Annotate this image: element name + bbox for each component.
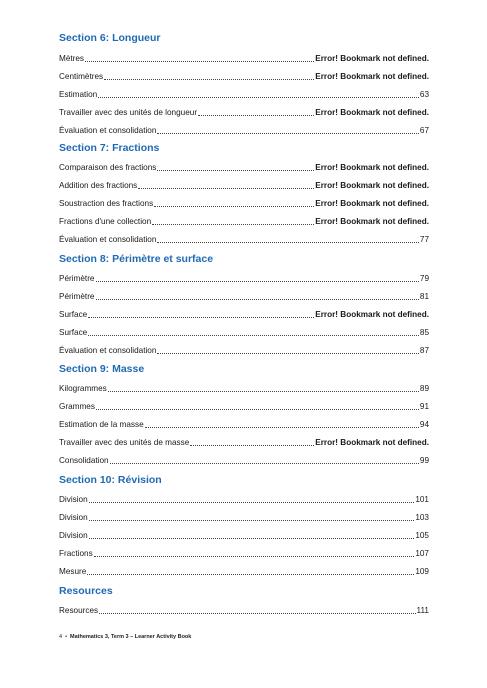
toc-entry-page: 103	[415, 513, 429, 522]
toc-entry[interactable]	[59, 530, 429, 541]
section-heading-9: Section 9: Masse	[59, 363, 145, 375]
toc-entry-page: 105	[415, 531, 429, 540]
toc-entry[interactable]	[59, 566, 429, 577]
toc-entry-page: 94	[419, 420, 429, 429]
dot-leader	[152, 217, 314, 225]
toc-entry-label: Évaluation et consolidation	[59, 235, 157, 244]
toc-entry-label: Évaluation et consolidation	[59, 346, 157, 355]
toc-entry-page: 67	[419, 126, 429, 135]
toc-entry-error: Error! Bookmark not defined.	[315, 72, 429, 81]
toc-entry[interactable]	[59, 455, 429, 466]
toc-entry-page: 107	[415, 549, 429, 558]
dot-leader	[157, 235, 418, 243]
toc-entry-page: 87	[419, 346, 429, 355]
dot-leader	[157, 346, 418, 354]
toc-entry-label: Mètres	[59, 54, 85, 63]
toc-entry-page: 109	[415, 567, 429, 576]
dot-leader	[88, 310, 314, 318]
section-heading-10: Section 10: Révision	[59, 474, 162, 486]
dot-leader	[99, 606, 415, 614]
toc-entry-error: Error! Bookmark not defined.	[315, 163, 429, 172]
toc-entry-page: 89	[419, 384, 429, 393]
toc-entry[interactable]	[59, 419, 429, 430]
toc-entry-label: Périmètre	[59, 274, 95, 283]
toc-entry-page: 111	[416, 606, 429, 615]
toc-entry-label: Resources	[59, 606, 99, 615]
dot-leader	[108, 384, 419, 392]
toc-entry[interactable]	[59, 605, 429, 616]
toc-entry-label: Évaluation et consolidation	[59, 126, 157, 135]
toc-entry-page: 99	[419, 456, 429, 465]
toc-entry[interactable]	[59, 291, 429, 302]
toc-entry[interactable]	[59, 273, 429, 284]
toc-entry-error: Error! Bookmark not defined.	[315, 438, 429, 447]
toc-entry[interactable]	[59, 548, 429, 559]
toc-entry-error: Error! Bookmark not defined.	[315, 54, 429, 63]
dot-leader	[96, 274, 419, 282]
dot-leader	[154, 199, 314, 207]
dot-leader	[157, 126, 418, 134]
dot-leader	[96, 292, 419, 300]
toc-entry-label: Fractions d'une collection	[59, 217, 152, 226]
toc-entry-page: 77	[419, 235, 429, 244]
toc-entry[interactable]	[59, 216, 429, 227]
footer-page-number: 4	[59, 634, 63, 640]
toc-entry-label: Estimation de la masse	[59, 420, 144, 429]
toc-entry[interactable]	[59, 107, 429, 118]
section-heading-resources: Resources	[59, 585, 113, 597]
toc-entry[interactable]	[59, 125, 429, 136]
toc-entry-page: 85	[419, 328, 429, 337]
toc-entry-label: Estimation	[59, 90, 98, 99]
toc-entry[interactable]	[59, 309, 429, 320]
toc-entry[interactable]	[59, 89, 429, 100]
dot-leader	[94, 549, 415, 557]
toc-entry-error: Error! Bookmark not defined.	[315, 199, 429, 208]
toc-entry-label: Kilogrammes	[59, 384, 107, 393]
toc-entry-label: Consolidation	[59, 456, 109, 465]
section-heading-7: Section 7: Fractions	[59, 142, 160, 154]
toc-entry[interactable]	[59, 494, 429, 505]
dot-leader	[157, 163, 314, 171]
dot-leader	[138, 181, 314, 189]
dot-leader	[89, 531, 415, 539]
dot-leader	[88, 328, 419, 336]
dot-leader	[96, 402, 419, 410]
toc-entry-label: Surface	[59, 328, 88, 337]
dot-leader	[145, 420, 419, 428]
toc-entry-label: Centimètres	[59, 72, 104, 81]
dot-leader	[87, 567, 414, 575]
page-footer	[59, 634, 191, 640]
dot-leader	[89, 513, 415, 521]
dot-leader	[110, 456, 419, 464]
toc-entry[interactable]	[59, 512, 429, 523]
toc-entry-label: Division	[59, 495, 88, 504]
toc-entry[interactable]	[59, 234, 429, 245]
section-heading-6: Section 6: Longueur	[59, 32, 161, 44]
toc-entry-error: Error! Bookmark not defined.	[315, 310, 429, 319]
dot-leader	[85, 54, 314, 62]
toc-entry-label: Fractions	[59, 549, 93, 558]
toc-entry-label: Soustraction des fractions	[59, 199, 154, 208]
toc-entry-page: 79	[419, 274, 429, 283]
toc-entry-page: 91	[419, 402, 429, 411]
toc-entry-label: Comparaison des fractions	[59, 163, 157, 172]
dot-leader	[198, 108, 314, 116]
toc-entry-label: Travailler avec des unités de masse	[59, 438, 190, 447]
toc-entry-label: Surface	[59, 310, 88, 319]
dot-leader	[98, 90, 419, 98]
section-heading-8: Section 8: Périmètre et surface	[59, 253, 214, 265]
toc-entry-error: Error! Bookmark not defined.	[315, 217, 429, 226]
toc-entry-page: 63	[419, 90, 429, 99]
toc-entry[interactable]	[59, 180, 429, 191]
dot-leader	[89, 495, 415, 503]
toc-entry[interactable]	[59, 437, 429, 448]
toc-entry-error: Error! Bookmark not defined.	[315, 181, 429, 190]
dot-leader	[104, 72, 314, 80]
toc-entry[interactable]	[59, 162, 429, 173]
footer-separator: •	[65, 634, 67, 640]
toc-entry[interactable]	[59, 383, 429, 394]
toc-entry[interactable]	[59, 198, 429, 209]
toc-entry-page: 101	[415, 495, 429, 504]
toc-entry-label: Grammes	[59, 402, 95, 411]
toc-entry-page: 81	[419, 292, 429, 301]
toc-entry-error: Error! Bookmark not defined.	[315, 108, 429, 117]
toc-entry-label: Périmètre	[59, 292, 95, 301]
toc-entry[interactable]	[59, 345, 429, 356]
toc-entry[interactable]	[59, 327, 429, 338]
toc-entry-label: Division	[59, 531, 88, 540]
toc-entry[interactable]	[59, 71, 429, 82]
toc-entry[interactable]	[59, 401, 429, 412]
toc-entry-label: Division	[59, 513, 88, 522]
dot-leader	[190, 438, 314, 446]
footer-book-title: Mathematics 3, Term 3 – Learner Activity Book	[70, 634, 192, 640]
toc-entry[interactable]	[59, 53, 429, 64]
toc-entry-label: Travailler avec des unités de longueur	[59, 108, 198, 117]
toc-entry-label: Addition des fractions	[59, 181, 138, 190]
toc-entry-label: Mesure	[59, 567, 87, 576]
